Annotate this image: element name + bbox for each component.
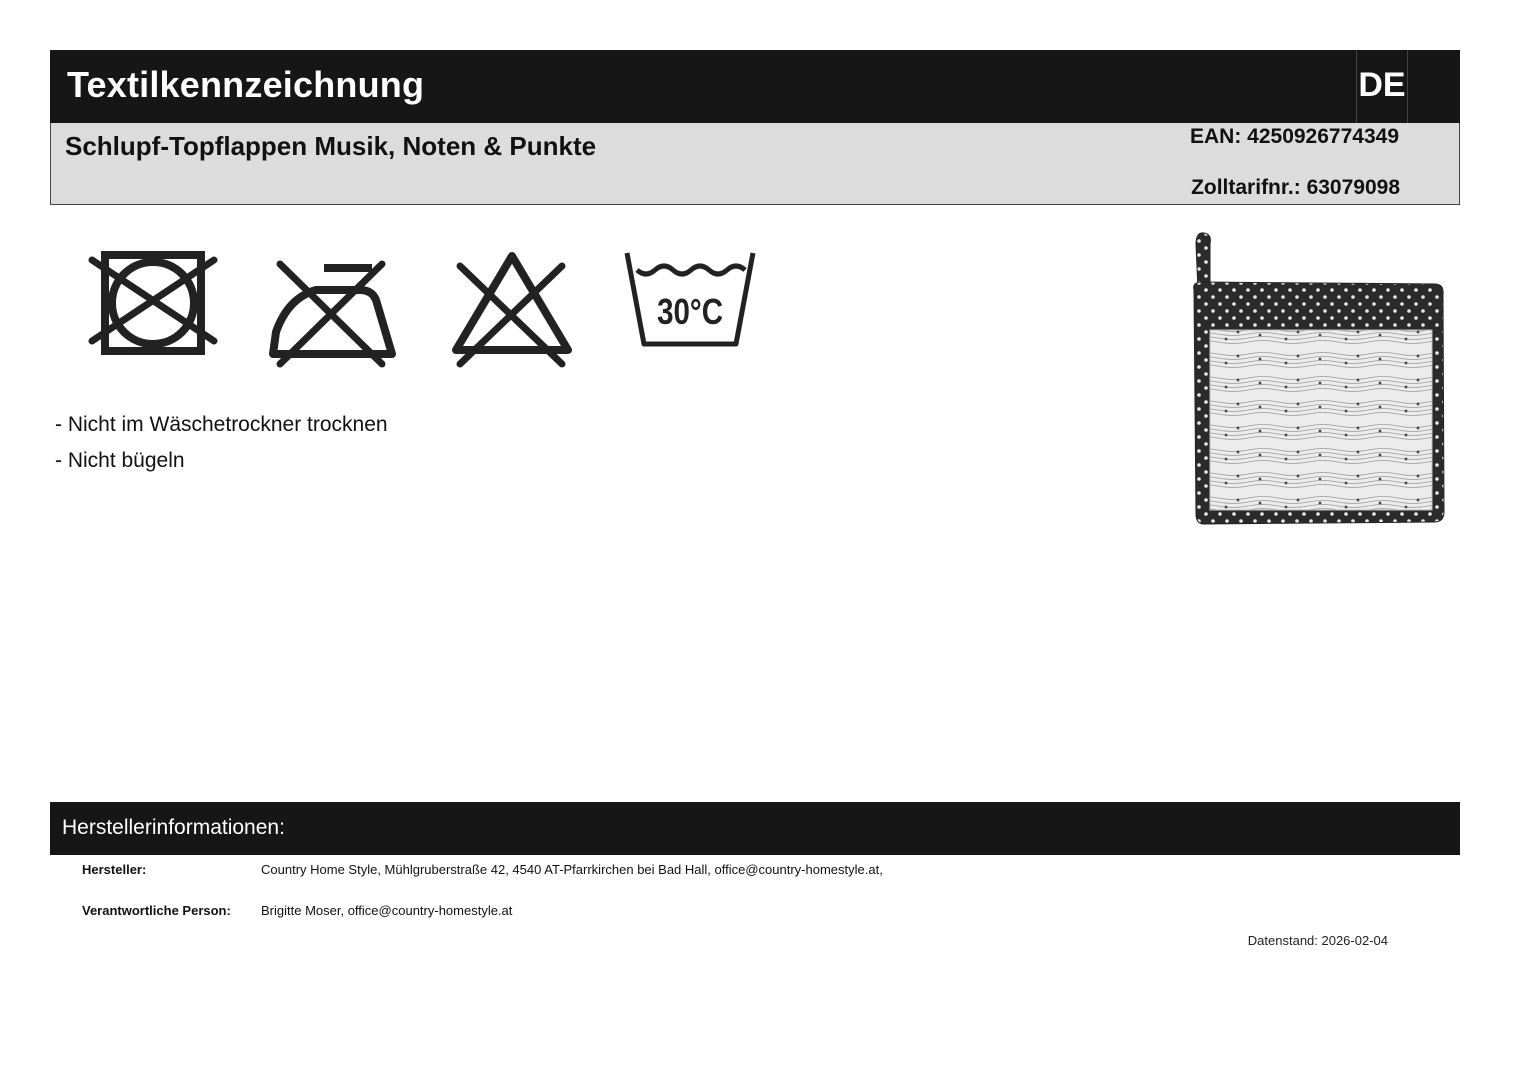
responsible-person-label: Verantwortliche Person: [82,903,231,918]
care-instruction-item: - Nicht bügeln [55,449,185,472]
wash-temperature-label: 30°C [657,291,724,332]
data-date: Datenstand: 2026-02-04 [1247,933,1388,948]
ean-number: EAN: 4250926774349 [1190,125,1399,148]
product-name: Schlupf-Topflappen Musik, Noten & Punkte [65,131,597,161]
page-title: Textilkennzeichnung [67,64,425,105]
product-bar [50,123,1460,205]
no-tumble-dry-icon [88,248,220,363]
manufacturer-heading: Herstellerinformationen: [62,816,285,839]
language-badge: DE [1356,50,1408,123]
potholder-image [1188,230,1452,530]
manufacturer-bar [50,802,1460,855]
care-instructions [55,413,388,485]
tariff-number: Zolltarifnr.: 63079098 [1191,176,1400,199]
responsible-person-value: Brigitte Moser, office@country-homestyle.at [261,903,513,918]
wash-30-icon [622,248,758,352]
title-bar [50,50,1460,123]
manufacturer-value: Country Home Style, Mühlgruberstraße 42, 4540 AT-Pfarrkirchen bei Bad Hall, office@country-homestyle.at, [261,862,883,877]
no-bleach-icon [450,250,574,370]
manufacturer-label: Hersteller: [82,862,147,877]
no-ironing-icon [268,258,400,373]
care-instruction-item: - Nicht im Wäschetrockner trocknen [55,413,388,436]
